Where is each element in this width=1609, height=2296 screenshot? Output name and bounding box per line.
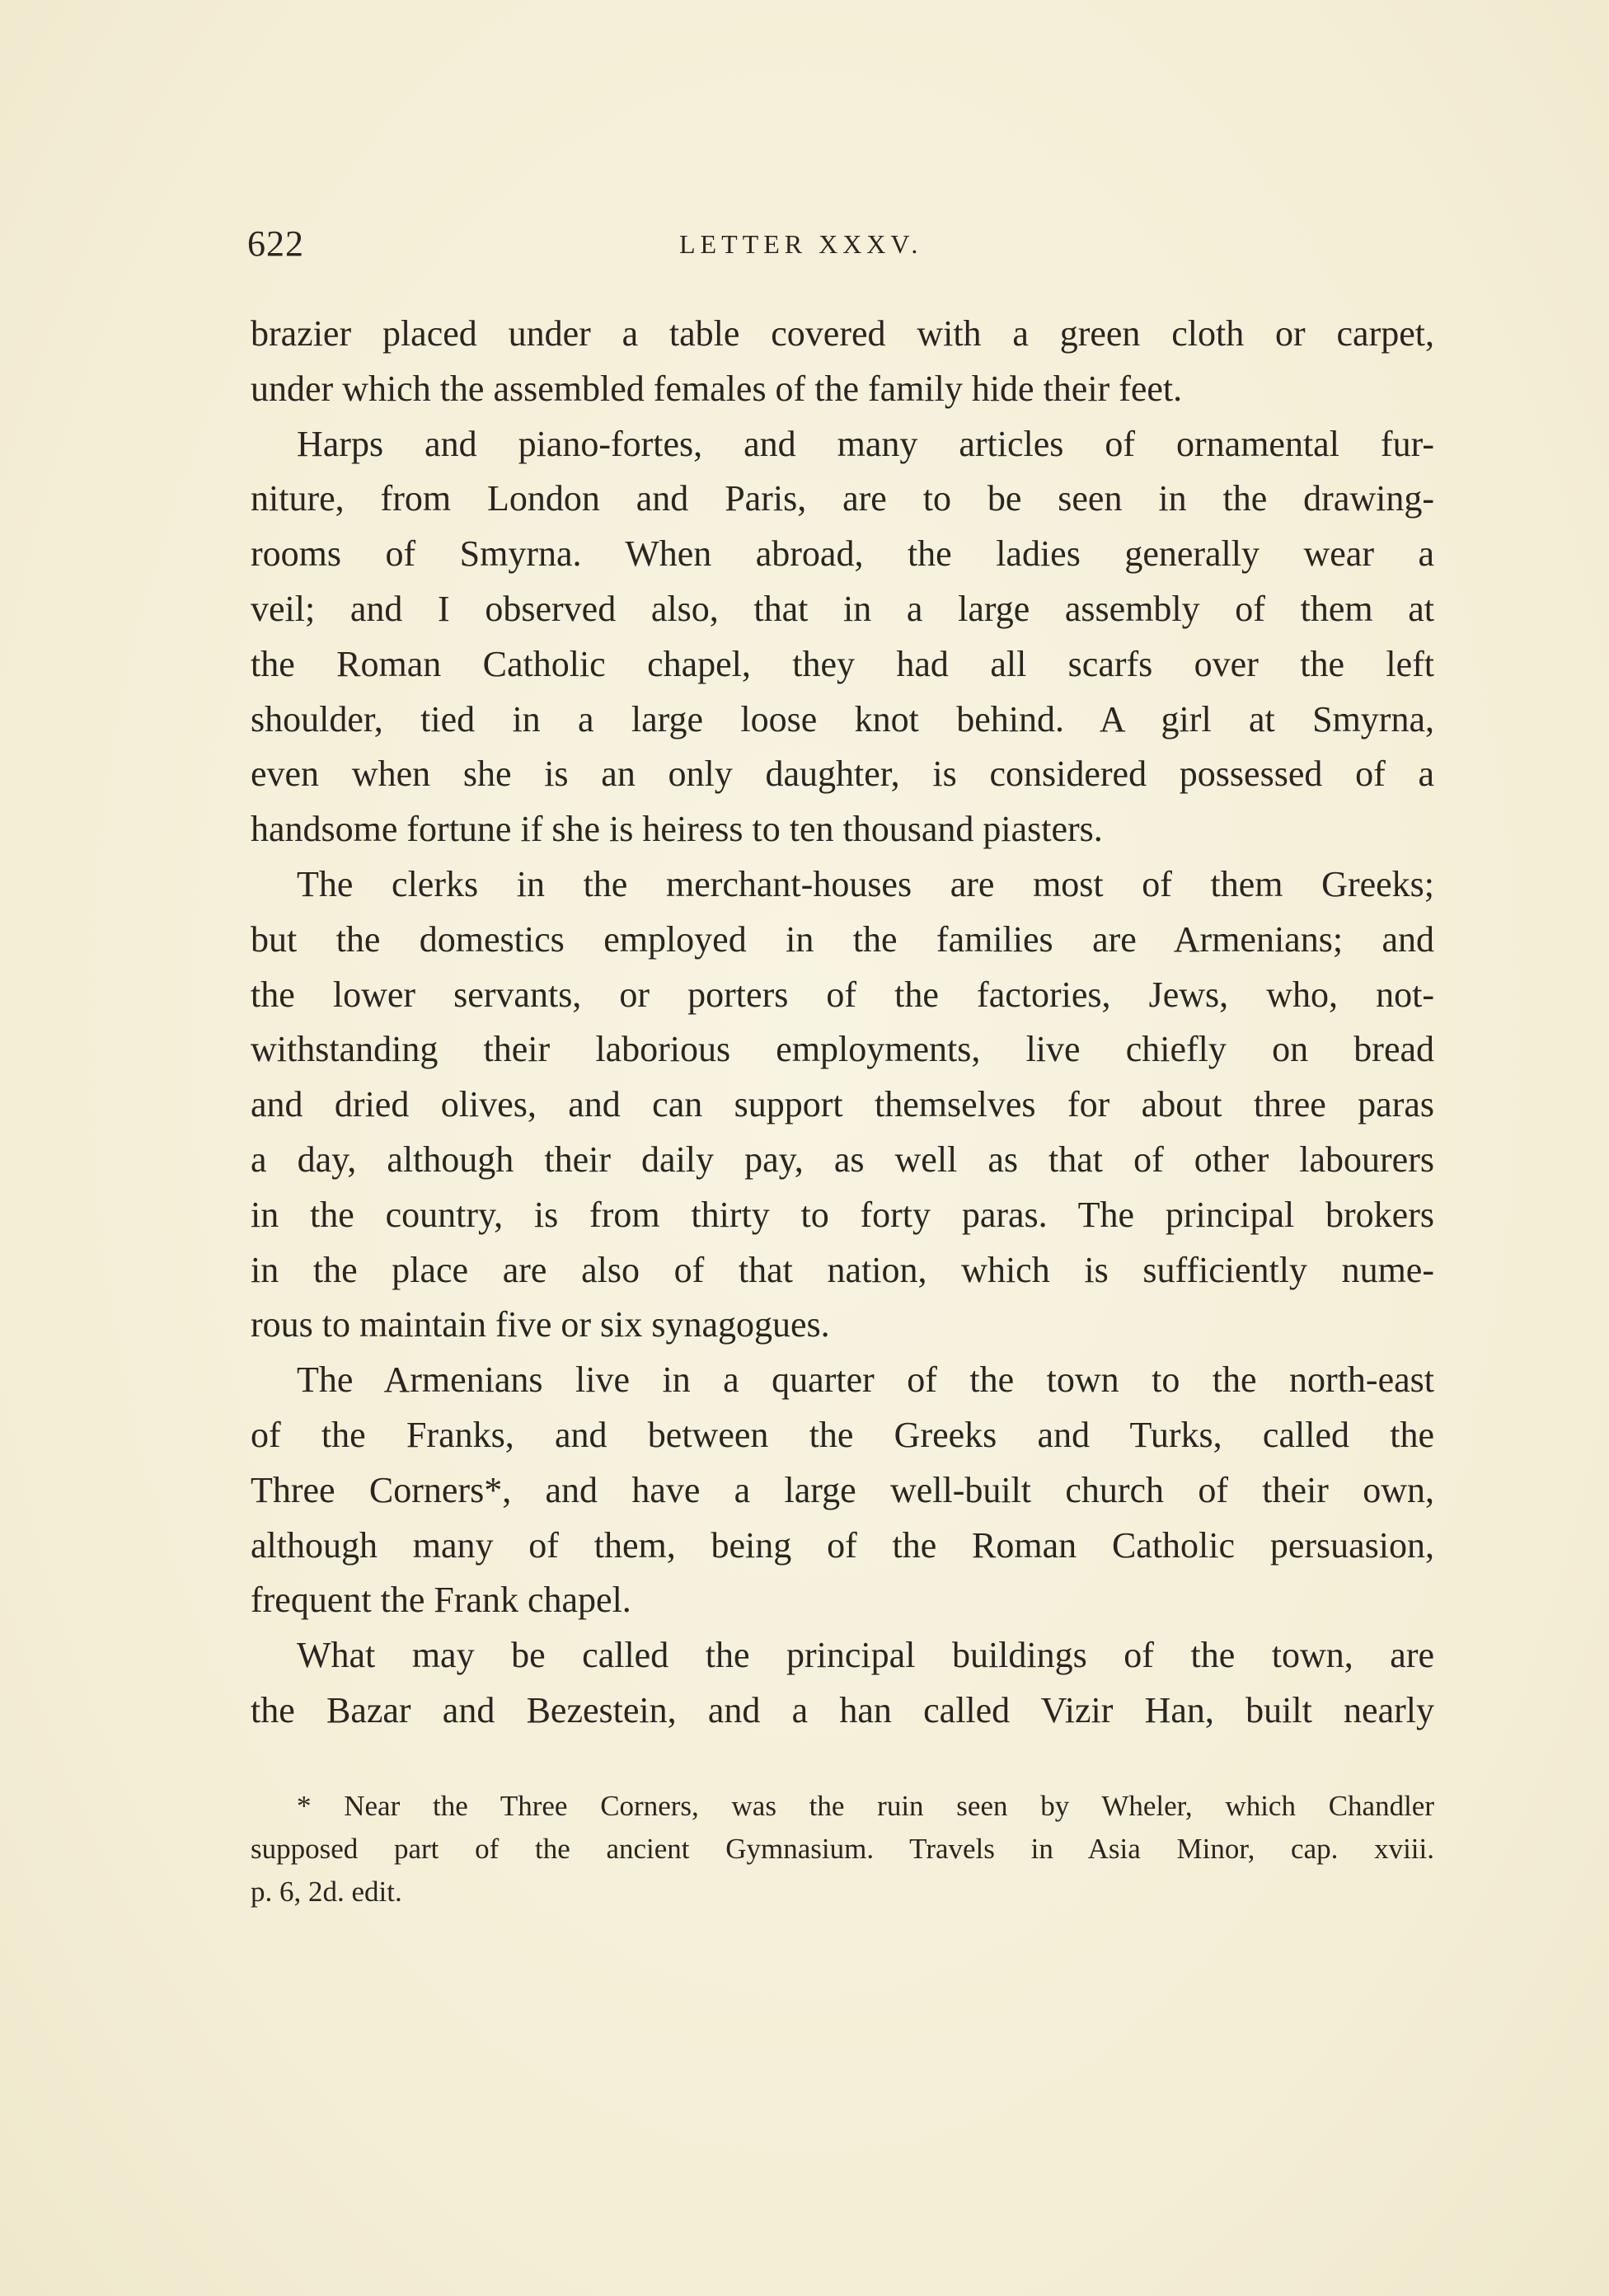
text-line: handsome fortune if she is heiress to ten thousand piasters.	[251, 809, 1103, 850]
text-line: and dried olives, and can support themselves for about three paras	[251, 1084, 1434, 1125]
text-line: rooms of Smyrna. When abroad, the ladies generally wear a	[251, 533, 1434, 575]
text-line: in the place are also of that nation, which is sufficiently nume-	[251, 1249, 1434, 1290]
text-line: even when she is an only daughter, is considered possessed of a	[251, 754, 1434, 795]
text-line: the Roman Catholic chapel, they had all scarfs over the left	[251, 643, 1434, 684]
paragraph-start-line: Harps and piano-fortes, and many articles of ornamental fur-	[297, 423, 1434, 464]
footnote	[251, 1785, 1434, 1913]
text-line: brazier placed under a table covered with a green cloth or carpet,	[251, 313, 1434, 354]
footnote-line: supposed part of the ancient Gymnasium. Travels in Asia Minor, cap. xviii.	[251, 1833, 1434, 1865]
page-header	[247, 223, 1434, 272]
text-line: the lower servants, or porters of the factories, Jews, who, not-	[251, 974, 1434, 1015]
text-line: under which the assembled females of the family hide their feet.	[251, 368, 1183, 409]
page-number: 622	[247, 223, 304, 264]
text-line: a day, although their daily pay, as well as that of other labourers	[251, 1139, 1434, 1180]
text-line: but the domestics employed in the families are Armenians; and	[251, 918, 1434, 960]
text-line: Three Corners*, and have a large well-built church of their own,	[251, 1469, 1434, 1510]
text-line: shoulder, tied in a large loose knot behind. A girl at Smyrna,	[251, 698, 1434, 740]
footnote-line: * Near the Three Corners, was the ruin seen by Wheler, which Chandler	[297, 1790, 1434, 1822]
paragraph-start-line: What may be called the principal buildings of the town, are	[297, 1635, 1434, 1676]
text-line: rous to maintain five or six synagogues.	[251, 1304, 830, 1345]
text-line: in the country, is from thirty to forty paras. The principal brokers	[251, 1194, 1434, 1235]
text-line: the Bazar and Bezestein, and a han called Vizir Han, built nearly	[251, 1689, 1434, 1730]
text-line: niture, from London and Paris, are to be seen in the drawing-	[251, 478, 1434, 519]
text-line: frequent the Frank chapel.	[251, 1580, 631, 1621]
text-line: withstanding their laborious employments, live chiefly on bread	[251, 1029, 1434, 1070]
running-head: LETTER XXXV.	[679, 229, 923, 259]
body-text	[251, 307, 1434, 1739]
paragraph-start-line: The clerks in the merchant-houses are most of them Greeks;	[297, 863, 1434, 904]
footnote-line: p. 6, 2d. edit.	[251, 1876, 402, 1908]
text-line: although many of them, being of the Roman Catholic persuasion,	[251, 1524, 1434, 1566]
paragraph-start-line: The Armenians live in a quarter of the town to the north-east	[297, 1359, 1434, 1401]
text-line: of the Franks, and between the Greeks and Turks, called the	[251, 1414, 1434, 1455]
text-line: veil; and I observed also, that in a large assembly of them at	[251, 588, 1434, 629]
